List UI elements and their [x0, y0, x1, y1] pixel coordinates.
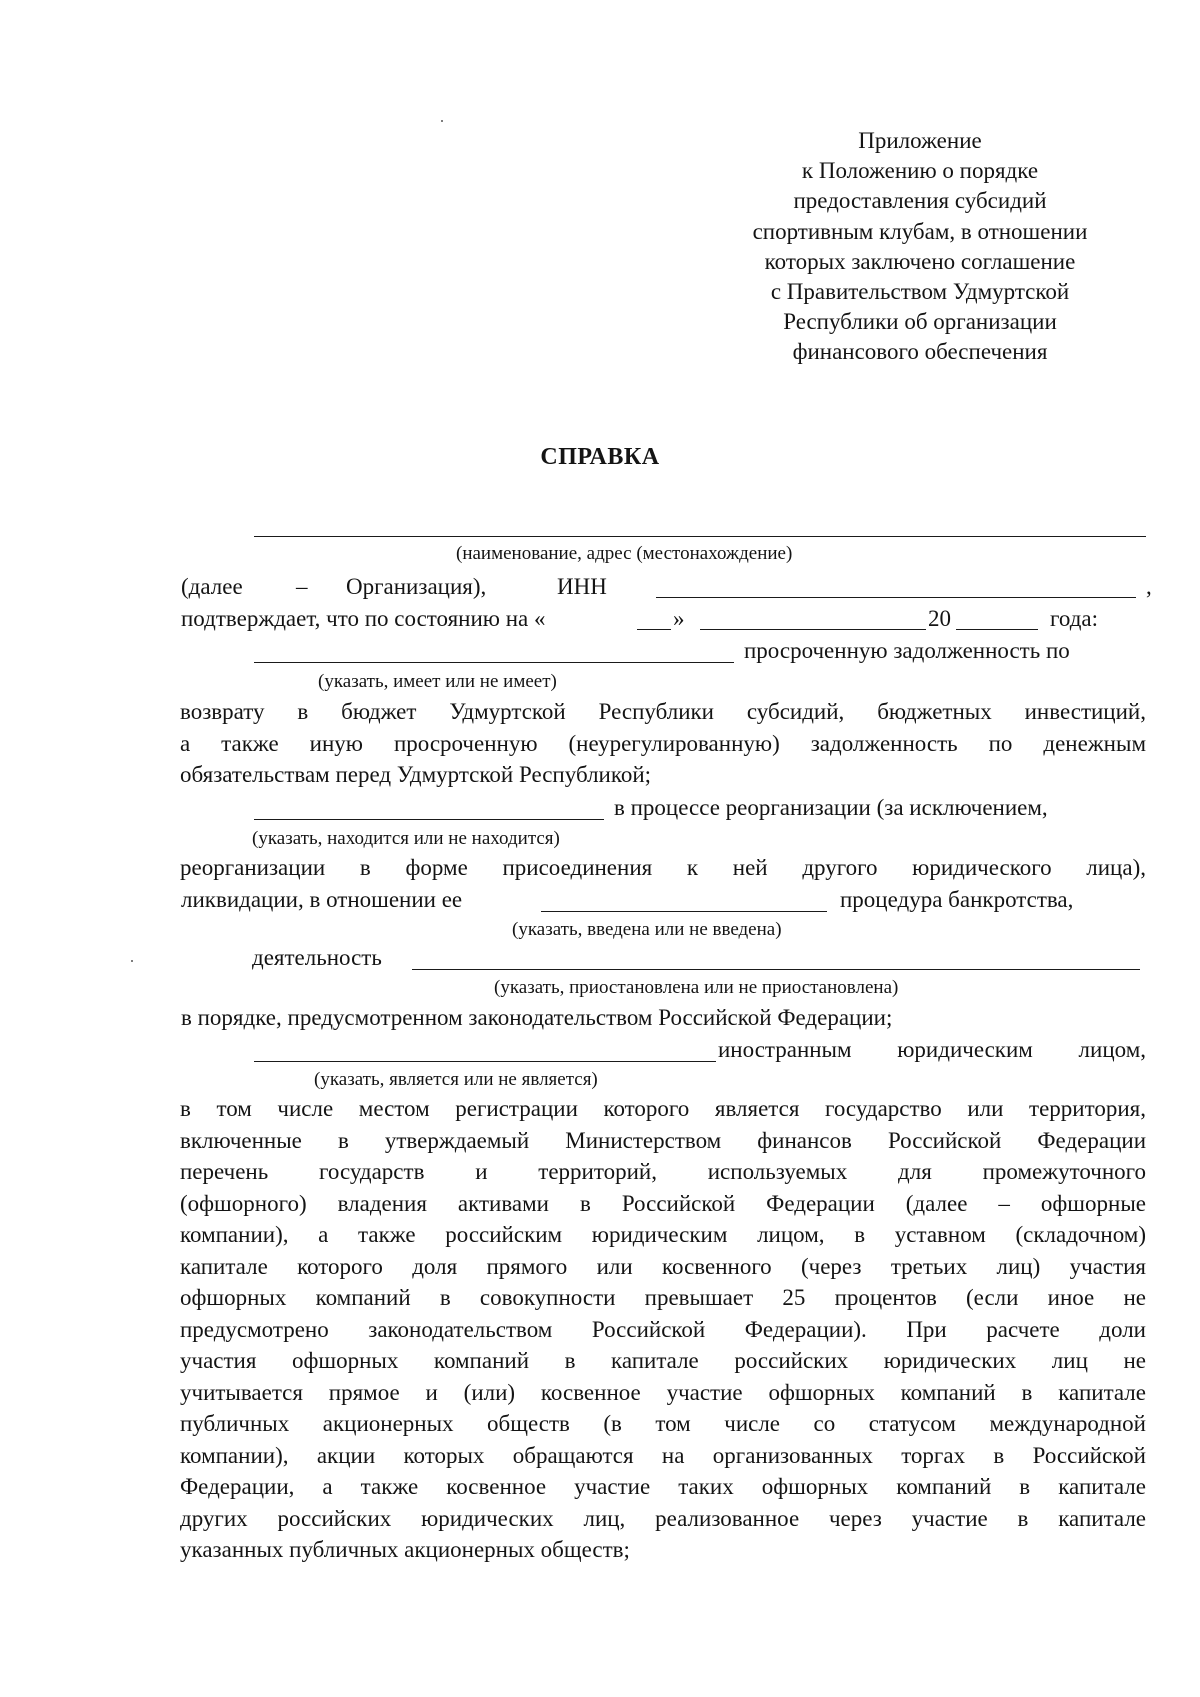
annex-line: финансового обеспечения: [792, 339, 1048, 365]
row1-comma: ,: [1146, 574, 1152, 599]
paragraph-line: участия офшорных компаний в капитале российских юридических лиц не: [180, 1348, 1146, 1373]
paragraph-line: перечень государств и территорий, используемых для промежуточного: [180, 1159, 1146, 1184]
paragraph-line: других российских юридических лиц, реализованное через участие в капитале: [180, 1505, 1146, 1531]
row1-org: Организация),: [346, 574, 487, 599]
activity-hint: (указать, приостановлена или не приостановлена): [494, 977, 899, 998]
paragraph-line: в том числе местом регистрации которого является государство или территория,: [180, 1096, 1146, 1121]
year-blank[interactable]: [956, 629, 1038, 630]
annex-line: предоставления субсидий: [793, 188, 1047, 214]
row1-dash: –: [296, 574, 308, 599]
paragraph-line: предусмотрено законодательством Российской Федерации). При расчете доли: [180, 1316, 1146, 1342]
foreign-hint: (указать, является или не является): [314, 1069, 598, 1090]
paragraph-line: капитале которого доля прямого или косвенного (через третьих лиц) участия: [180, 1253, 1146, 1279]
activity-blank[interactable]: [412, 969, 1140, 970]
liq-text: ликвидации, в отношении ее: [181, 887, 463, 912]
paragraph-line: обязательствам перед Удмуртской Республикой;: [180, 762, 652, 787]
paragraph-line: учитывается прямое и (или) косвенное участие офшорных компаний в капитале: [180, 1379, 1146, 1405]
paragraph-line: указанных публичных акционерных обществ;: [180, 1537, 630, 1562]
row2-text: подтверждает, что по состоянию на «: [181, 606, 546, 631]
offshore-paragraph: [180, 1093, 1146, 1566]
row1-left: (далее: [181, 574, 243, 599]
debt-blank[interactable]: [254, 662, 734, 663]
reorg-blank[interactable]: [254, 819, 604, 820]
bankruptcy-hint: (указать, введена или не введена): [512, 919, 782, 940]
org-name-hint: (наименование, адрес (местонахождение): [456, 543, 793, 564]
paragraph-line: (офшорного) владения активами в Российской Федерации (далее – офшорные: [180, 1190, 1146, 1216]
paragraph-line: реорганизации в форме присоединения к ней другого юридического лица),: [180, 855, 1146, 880]
liq-end: процедура банкротства,: [840, 887, 1074, 912]
activity-label: деятельность: [252, 945, 382, 970]
inn-blank[interactable]: [656, 597, 1136, 598]
paragraph-line: компании), а также российским юридическим лицом, в уставном (складочном): [180, 1222, 1146, 1247]
foreign-row: [718, 1034, 1146, 1066]
row2-end: года:: [1050, 606, 1098, 631]
annex-line: спортивным клубам, в отношении: [752, 218, 1088, 244]
foreign-text: иностранным юридическим лицом,: [718, 1037, 1146, 1062]
annex-header: [720, 126, 1120, 368]
debt-hint: (указать, имеет или не имеет): [318, 671, 557, 692]
reorg-text: в процессе реорганизации (за исключением,: [614, 795, 1048, 820]
paragraph-line: а также иную просроченную (неурегулированную) задолженность по денежным: [180, 730, 1146, 756]
scan-speck: [441, 120, 443, 122]
paragraph-line: офшорных компаний в совокупности превышает 25 процентов (если иное не: [180, 1285, 1146, 1310]
bankruptcy-blank[interactable]: [541, 911, 827, 912]
reorg-hint: (указать, находится или не находится): [252, 828, 560, 849]
annex-line: Приложение: [858, 128, 982, 153]
paragraph-line: Федерации, а также косвенное участие таких офшорных компаний в капитале: [180, 1474, 1146, 1499]
row3-text: просроченную задолженность по: [744, 638, 1070, 663]
row1-inn-label: ИНН: [557, 574, 607, 599]
activity-end: в порядке, предусмотренном законодательством Российской Федерации;: [181, 1005, 893, 1030]
day-blank[interactable]: [637, 629, 671, 630]
reorg-paragraph: [180, 852, 1146, 884]
paragraph-line: возврату в бюджет Удмуртской Республики субсидий, бюджетных инвестиций,: [180, 699, 1146, 724]
annex-line: с Правительством Удмуртской: [770, 279, 1070, 305]
foreign-blank[interactable]: [254, 1061, 716, 1062]
paragraph-line: публичных акционерных обществ (в том числе со статусом международной: [180, 1411, 1146, 1436]
annex-line: Республики об организации: [783, 309, 1057, 335]
row2-year-prefix: 20: [928, 606, 951, 631]
row2-close-quote: »: [673, 606, 685, 631]
annex-line: которых заключено соглашение: [764, 248, 1076, 274]
debt-paragraph: [180, 696, 1146, 791]
document-title: СПРАВКА: [540, 444, 660, 470]
month-blank[interactable]: [700, 629, 926, 630]
paragraph-line: компании), акции которых обращаются на организованных торгах в Российской: [180, 1442, 1146, 1468]
scan-speck: [131, 960, 133, 962]
annex-line: к Положению о порядке: [801, 158, 1039, 184]
paragraph-line: включенные в утверждаемый Министерством финансов Российской Федерации: [180, 1127, 1146, 1153]
org-name-blank[interactable]: [254, 536, 1146, 537]
